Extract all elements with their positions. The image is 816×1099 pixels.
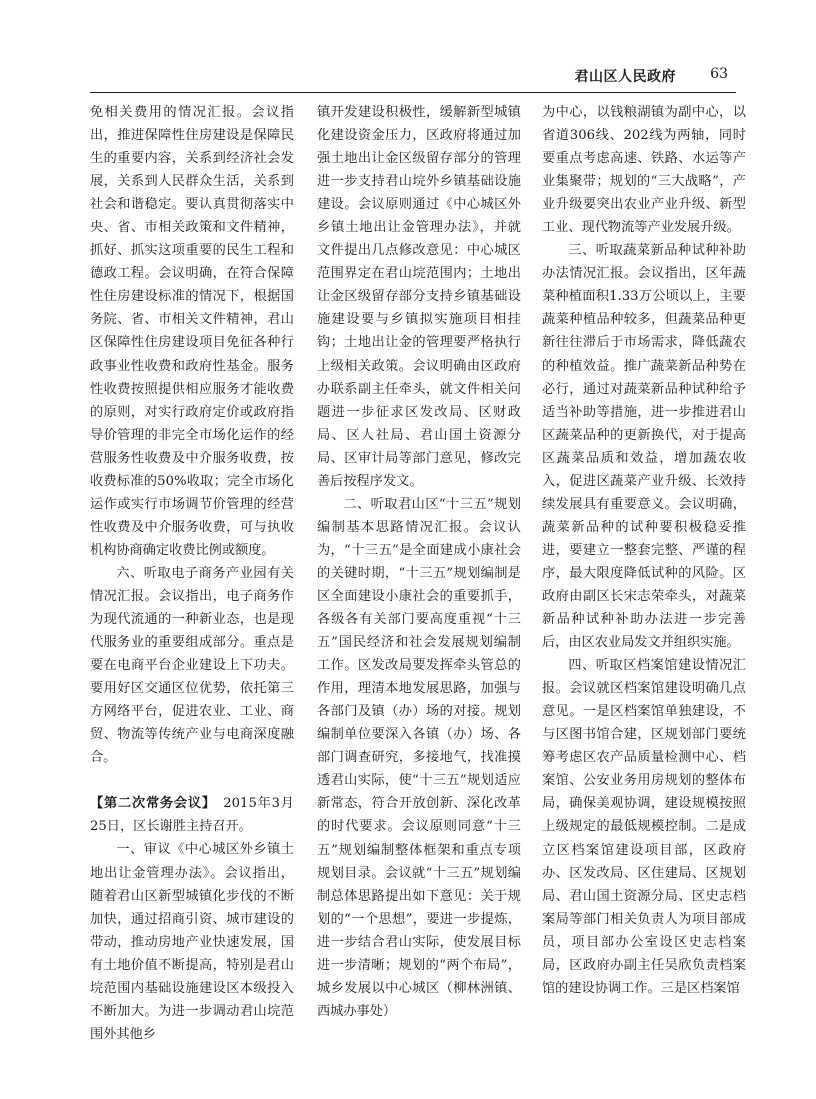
text-column-2 (317, 101, 521, 1023)
paragraph: 为中心，以钱粮湖镇为副中心，以省道306线、202线为两轴，同时要重点考虑高速、铁路、水运等产业集聚带；规划的“三大战略”，产业升级要突出农业产业升级、新型工业、现代物流等产业发展升级。 (542, 105, 746, 236)
paragraph: 四、听取区档案馆建设情况汇报。会议就区档案馆建设明确几点意见。一是区档案馆单独建设，不与区图书馆合建，区规划部门要统筹考虑区农产品质量检测中心、档案馆、公安业务用房规划的整体布局，确保美观协调，建设规模按照上级规定的最低规模控制。二是成立区档案馆建设项目部，区政府办、区发改局、区住建局、区规划局、君山国土资源分局、区史志档案局等部门相关负责人为项目部成员，项目部办公室设区史志档案局，区政府办副主任吴欣负责档案馆的建设协调工作。三是区档案馆 (542, 658, 746, 996)
publication-title: 君山区人民政府 (574, 69, 676, 85)
meeting-info: 2015年3月25日，区长谢胜主持召开。 (90, 796, 294, 835)
paragraph: 一、审议《中心城区外乡镇土地出让金管理办法》。会议指出，随着君山区新型城镇化步伐的不断加快，通过招商引资、城市建设的带动，推动房地产业快速发展，国有土地价值不断提高，特别是君山垸范围内基础设施建设区本级投入不断加大。为进一步调动君山垸范围外其他乡 (90, 842, 294, 1042)
meeting-title: 【第二次常务会议】 (90, 796, 210, 812)
paragraph: 二、听取君山区“十三五”规划编制基本思路情况汇报。会议认为，“十三五”是全面建成小康社会的关键时期，“十三五”规划编制是区全面建设小康社会的重要抓手，各级各有关部门要高度重视“十三五”国民经济和社会发展规划编制工作。区发改局要发挥牵头管总的作用，理清本地发展思路，加强与各部门及镇（办）场的对接。规划编制单位要深入各镇（办）场、各部门调查研究，多接地气，找准摸透君山实际，使“十三五”规划适应新常态，符合开放创新、深化改革的时代要求。会议原则同意“十三五”规划编制整体框架和重点专项规划目录。会议就“十三五”规划编制总体思路提出如下意见：关于规划的“一个思想”，要进一步提炼，进一步结合君山实际，使发展目标进一步清晰；规划的“两个布局”，城乡发展以中心城区（柳林洲镇、西城办事处） (317, 496, 521, 1019)
text-column-1 (90, 101, 294, 1046)
paragraph: 六、听取电子商务产业园有关情况汇报。会议指出，电子商务作为现代流通的一种新业态，也是现代服务业的重要组成部分。重点是要在电商平台企业建设上下功夫。要用好区交通区位优势，依托第三方网络平台，促进农业、工业、商贸、物流等传统产业与电商深度融合。 (90, 565, 294, 766)
page-number: 63 (710, 66, 728, 82)
meeting-heading (90, 792, 294, 838)
paragraph: 免相关费用的情况汇报。会议指出，推进保障性住房建设是保障民生的重要内容，关系到经济社会发展，关系到人民群众生活，关系到社会和谐稳定。要认真贯彻落实中央、省、市相关政策和文件精神，抓好、抓实这项重要的民生工程和德政工程。会议明确，在符合保障性住房建设标准的情况下，根据国务院、省、市相关文件精神，君山区保障性住房建设项目免征各种行政事业性收费和政府性基金。服务性收费按照提供相应服务才能收费的原则，对实行政府定价或政府指导价管理的非完全市场化运作的经营服务性收费及中介服务收费，按收费标准的50%收取；完全市场化运作或实行市场调节价管理的经营性收费及中介服务收费，可与执收机构协商确定收费比例或额度。 (90, 105, 294, 558)
paragraph: 镇开发建设积极性，缓解新型城镇化建设资金压力，区政府将通过加强土地出让金区级留存部分的管理进一步支持君山垸外乡镇基础设施建设。会议原则通过《中心城区外乡镇土地出让金管理办法》，并就文件提出几点修改意见：中心城区范围界定在君山垸范围内；土地出让金区级留存部分支持乡镇基础设施建设要与乡镇拟实施项目相挂钩；土地出让金的管理要严格执行上级相关政策。会议明确由区政府办联系副主任牵头，就文件相关问题进一步征求区发改局、区财政局、区人社局、君山国土资源分局、区审计局等部门意见，修改完善后按程序发文。 (317, 105, 521, 489)
text-column-3 (542, 101, 746, 1000)
paragraph: 三、听取蔬菜新品种试种补助办法情况汇报。会议指出，区年蔬菜种植面积1.33万公顷以上，主要蔬菜种植品种较多，但蔬菜品种更新往往滞后于市场需求，降低蔬农的种植效益。推广蔬菜新品种势在必行，通过对蔬菜新品种试种给予适当补助等措施，进一步推进君山区蔬菜品种的更新换代，对于提高区蔬菜品质和效益，增加蔬农收入，促进区蔬菜产业升级、长效持续发展具有重要意义。会议明确，蔬菜新品种的试种要积极稳妥推进，要建立一整套完整、严谨的程序，最大限度降低试种的风险。区政府由副区长宋志荣牵头，对蔬菜新品种试种补助办法进一步完善后，由区农业局发文并组织实施。 (542, 243, 746, 651)
page-header (90, 62, 736, 93)
